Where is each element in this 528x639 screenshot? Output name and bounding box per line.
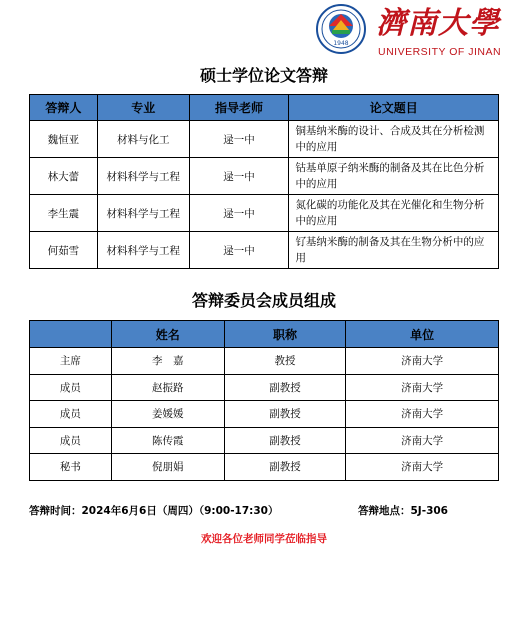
candidate-name: 李生震 bbox=[30, 195, 98, 232]
thesis-section-title: 硕士学位论文答辩 bbox=[199, 66, 328, 85]
column-header-advisor: 指导老师 bbox=[189, 95, 289, 121]
member-name: 姜媛媛 bbox=[111, 401, 224, 428]
thesis-topic: 钌基纳米酶的制备及其在生物分析中的应用 bbox=[289, 232, 499, 269]
member-unit: 济南大学 bbox=[346, 427, 499, 454]
committee-table bbox=[29, 320, 499, 481]
committee-table-header bbox=[30, 321, 499, 348]
defense-place: 答辩地点：5J-306 bbox=[358, 505, 448, 517]
university-emblem-icon bbox=[316, 4, 366, 54]
member-name: 李 嘉 bbox=[111, 348, 224, 375]
university-name-en: UNIVERSITY OF JINAN bbox=[378, 46, 502, 58]
table-row bbox=[30, 158, 499, 195]
table-row bbox=[30, 195, 499, 232]
advisor: 逯一中 bbox=[189, 195, 289, 232]
table-row bbox=[30, 427, 499, 454]
member-unit: 济南大学 bbox=[346, 348, 499, 375]
university-name-cn: 濟南大學 bbox=[376, 6, 500, 41]
member-rank: 副教授 bbox=[224, 427, 346, 454]
advisor: 逯一中 bbox=[189, 158, 289, 195]
thesis-topic: 钴基单原子纳米酶的制备及其在比色分析中的应用 bbox=[289, 158, 499, 195]
member-rank: 副教授 bbox=[224, 401, 346, 428]
thesis-topic: 铜基纳米酶的设计、合成及其在分析检测中的应用 bbox=[289, 121, 499, 158]
column-header-name: 姓名 bbox=[111, 321, 224, 348]
column-header-role bbox=[30, 321, 112, 348]
member-unit: 济南大学 bbox=[346, 374, 499, 401]
member-rank: 教授 bbox=[224, 348, 346, 375]
advisor: 逯一中 bbox=[189, 121, 289, 158]
member-name: 倪朋娟 bbox=[111, 454, 224, 481]
member-role: 成员 bbox=[30, 374, 112, 401]
member-rank: 副教授 bbox=[224, 454, 346, 481]
column-header-major: 专业 bbox=[97, 95, 189, 121]
defense-time: 答辩时间：2024年6月6日（周四）（9:00-17:30） bbox=[29, 505, 279, 517]
university-header bbox=[316, 4, 516, 62]
column-header-unit: 单位 bbox=[346, 321, 499, 348]
table-row bbox=[30, 348, 499, 375]
table-row bbox=[30, 374, 499, 401]
member-name: 赵振路 bbox=[111, 374, 224, 401]
member-unit: 济南大学 bbox=[346, 454, 499, 481]
member-role: 主席 bbox=[30, 348, 112, 375]
table-row bbox=[30, 121, 499, 158]
member-role: 秘书 bbox=[30, 454, 112, 481]
thesis-topic: 氮化碳的功能化及其在光催化和生物分析中的应用 bbox=[289, 195, 499, 232]
advisor: 逯一中 bbox=[189, 232, 289, 269]
major: 材料科学与工程 bbox=[97, 195, 189, 232]
column-header-topic: 论文题目 bbox=[289, 95, 499, 121]
candidate-name: 何茹雪 bbox=[30, 232, 98, 269]
thesis-table bbox=[29, 94, 499, 269]
thesis-table-header bbox=[30, 95, 499, 121]
column-header-rank: 职称 bbox=[224, 321, 346, 348]
table-row bbox=[30, 232, 499, 269]
member-name: 陈传霞 bbox=[111, 427, 224, 454]
member-rank: 副教授 bbox=[224, 374, 346, 401]
member-unit: 济南大学 bbox=[346, 401, 499, 428]
major: 材料与化工 bbox=[97, 121, 189, 158]
welcome-message: 欢迎各位老师同学莅临指导 bbox=[201, 533, 327, 545]
candidate-name: 林大蕾 bbox=[30, 158, 98, 195]
table-row bbox=[30, 401, 499, 428]
member-role: 成员 bbox=[30, 401, 112, 428]
member-role: 成员 bbox=[30, 427, 112, 454]
column-header-candidate: 答辩人 bbox=[30, 95, 98, 121]
emblem-year: 1948 bbox=[333, 40, 349, 47]
candidate-name: 魏恒亚 bbox=[30, 121, 98, 158]
table-row bbox=[30, 454, 499, 481]
committee-section-title: 答辩委员会成员组成 bbox=[191, 291, 336, 310]
major: 材料科学与工程 bbox=[97, 232, 189, 269]
major: 材料科学与工程 bbox=[97, 158, 189, 195]
